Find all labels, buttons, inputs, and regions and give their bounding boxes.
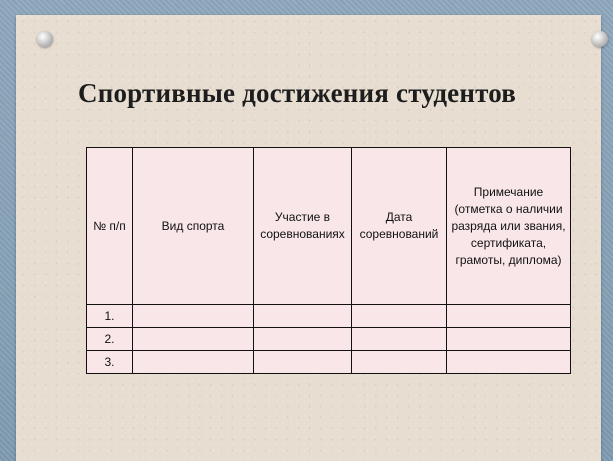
column-header-sport-type: Вид спорта: [133, 148, 254, 305]
participation-cell: [254, 351, 352, 374]
participation-cell: [254, 305, 352, 328]
sport-type-cell: [133, 328, 254, 351]
column-header-competition-date: Дата соревнований: [352, 148, 447, 305]
row-number-cell: 1.: [87, 305, 133, 328]
pushpin-icon: [592, 31, 608, 47]
column-header-participation: Участие в соревнованиях: [254, 148, 352, 305]
participation-cell: [254, 328, 352, 351]
table-row: [87, 305, 571, 328]
sport-type-cell: [133, 305, 254, 328]
header-row: [87, 148, 571, 305]
achievements-table-container: [86, 147, 570, 372]
table-body: [87, 305, 571, 374]
page-title: Спортивные достижения студентов: [78, 78, 517, 108]
competition-date-cell: [352, 328, 447, 351]
pushpin-icon: [37, 31, 53, 47]
column-header-note: Примечание (отметка о наличии разряда или звания, сертификата, грамоты, диплома): [447, 148, 571, 305]
column-header-number: № п/п: [87, 148, 133, 305]
slide-canvas: [16, 15, 601, 461]
note-cell: [447, 351, 571, 374]
note-cell: [447, 328, 571, 351]
table-header: [87, 148, 571, 305]
row-number-cell: 2.: [87, 328, 133, 351]
sport-type-cell: [133, 351, 254, 374]
achievements-table: [86, 147, 571, 374]
table-row: [87, 328, 571, 351]
note-cell: [447, 305, 571, 328]
table-row: [87, 351, 571, 374]
competition-date-cell: [352, 305, 447, 328]
competition-date-cell: [352, 351, 447, 374]
row-number-cell: 3.: [87, 351, 133, 374]
